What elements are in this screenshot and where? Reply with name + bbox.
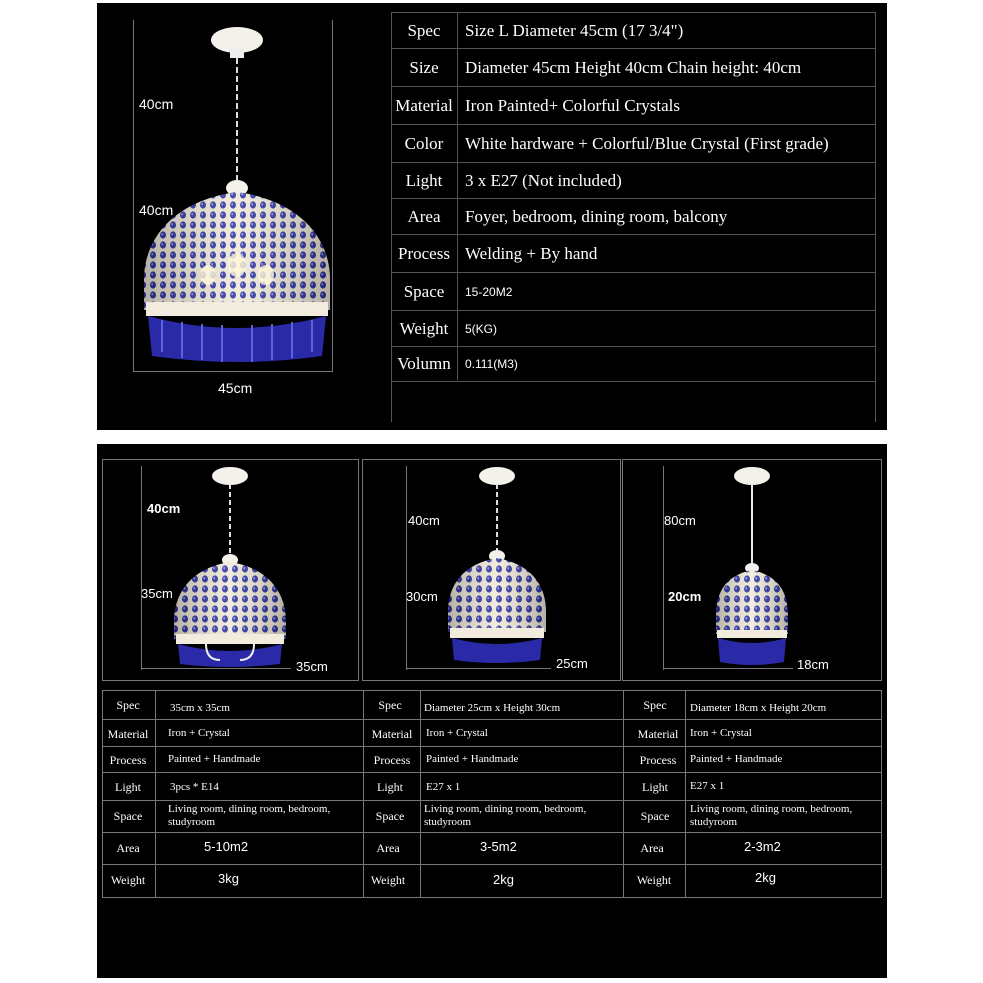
variant-spec-key: Spec bbox=[643, 698, 667, 712]
diameter-label: 25cm bbox=[556, 656, 588, 671]
table-row-divider bbox=[102, 800, 881, 801]
variant-spec-key: Space bbox=[113, 809, 143, 823]
variant-spec-value: Iron + Crystal bbox=[426, 727, 488, 739]
variant-spec-key: Area bbox=[116, 841, 140, 855]
spec-row bbox=[391, 162, 875, 199]
variant-spec-value: Painted + Handmade bbox=[690, 753, 783, 765]
variant-spec-key: Weight bbox=[636, 873, 672, 887]
variant-spec-value: 5-10m2 bbox=[204, 839, 249, 854]
variant-spec-key: Spec bbox=[116, 698, 140, 712]
spec-value: Foyer, bedroom, dining room, balcony bbox=[465, 207, 728, 226]
chandelier-image bbox=[444, 464, 550, 669]
variant-spec-key: Material bbox=[107, 727, 149, 741]
variant-spec-value: Living room, dining room, bedroom, studyroom bbox=[168, 803, 331, 828]
body-height-label: 35cm bbox=[141, 586, 173, 601]
chain-height-label: 40cm bbox=[139, 96, 174, 112]
spec-key: Light bbox=[405, 171, 443, 190]
variant-spec-key: Process bbox=[373, 753, 411, 767]
variant-spec-value: 3pcs * E14 bbox=[170, 781, 219, 793]
diameter-label: 45cm bbox=[218, 380, 253, 396]
spec-value: White hardware + Colorful/Blue Crystal (First grade) bbox=[465, 134, 829, 153]
spec-row bbox=[391, 346, 875, 382]
spec-value: Iron Painted+ Colorful Crystals bbox=[465, 96, 680, 115]
variant-spec-value: Living room, dining room, bedroom, studyroom bbox=[690, 803, 853, 828]
variant-spec-value: 2kg bbox=[493, 872, 514, 887]
chain-height-label: 80cm bbox=[664, 513, 696, 528]
spec-value: 3 x E27 (Not included) bbox=[465, 171, 622, 190]
spec-value: Welding + By hand bbox=[465, 244, 598, 263]
spec-value: 15-20M2 bbox=[465, 285, 513, 299]
variant-spec-key: Area bbox=[376, 841, 400, 855]
spec-row bbox=[391, 272, 875, 311]
spec-key: Material bbox=[395, 96, 453, 115]
spec-key: Weight bbox=[399, 319, 449, 338]
variant-spec-key: Process bbox=[639, 753, 677, 767]
table-divider bbox=[623, 691, 624, 897]
table-row-divider bbox=[102, 864, 881, 865]
spec-value: 5(KG) bbox=[465, 322, 498, 336]
table-row-divider bbox=[102, 772, 881, 773]
dimension-line-horizontal bbox=[133, 371, 333, 372]
body-height-label: 30cm bbox=[406, 589, 438, 604]
body-height-label: 20cm bbox=[668, 589, 702, 604]
table-divider bbox=[155, 691, 156, 897]
dimension-line-vertical bbox=[663, 466, 664, 670]
dimension-line-vertical bbox=[141, 466, 142, 670]
spec-row bbox=[391, 310, 875, 347]
variant-spec-value: 2-3m2 bbox=[744, 839, 781, 854]
variant-spec-value: 2kg bbox=[755, 870, 776, 885]
variant-spec-key: Space bbox=[375, 809, 405, 823]
chain-height-label: 40cm bbox=[147, 501, 181, 516]
variant-spec-key: Process bbox=[109, 753, 147, 767]
table-divider bbox=[685, 691, 686, 897]
chandelier-image bbox=[170, 464, 290, 669]
spec-key: Size bbox=[409, 58, 439, 77]
spec-value: Size L Diameter 45cm (17 3/4") bbox=[465, 21, 684, 40]
table-row-divider bbox=[102, 832, 881, 833]
variant-spec-key: Light bbox=[642, 780, 668, 794]
variant-spec-value: 35cm x 35cm bbox=[170, 702, 230, 714]
variant-spec-value: Diameter 25cm x Height 30cm bbox=[424, 702, 561, 714]
spec-key: Space bbox=[403, 282, 445, 301]
variant-spec-value: E27 x 1 bbox=[690, 780, 725, 792]
spec-key: Color bbox=[404, 134, 444, 153]
variant-spec-value: 3kg bbox=[218, 871, 239, 886]
spec-key: Spec bbox=[407, 21, 441, 40]
chandelier-image bbox=[138, 20, 334, 368]
variant-spec-value: Diameter 18cm x Height 20cm bbox=[690, 702, 827, 714]
spec-row bbox=[391, 124, 875, 163]
variant-spec-key: Weight bbox=[110, 873, 146, 887]
variant-spec-value: E27 x 1 bbox=[426, 781, 461, 793]
spec-key: Volumn bbox=[397, 354, 451, 373]
variant-spec-key: Light bbox=[115, 780, 141, 794]
diameter-label: 18cm bbox=[797, 657, 829, 672]
variant-spec-value: Iron + Crystal bbox=[690, 727, 752, 739]
variant-spec-key: Light bbox=[377, 780, 403, 794]
variant-spec-key: Material bbox=[371, 727, 413, 741]
spec-row bbox=[391, 48, 875, 87]
spec-key: Process bbox=[398, 244, 450, 263]
variants-spec-table bbox=[102, 690, 882, 898]
table-row-divider bbox=[102, 719, 881, 720]
chain-height-label: 40cm bbox=[408, 513, 440, 528]
variant-spec-key: Space bbox=[640, 809, 670, 823]
variant-spec-value: Painted + Handmade bbox=[168, 753, 261, 765]
variant-spec-value: Living room, dining room, bedroom, studyroom bbox=[424, 803, 587, 828]
diameter-label: 35cm bbox=[296, 659, 328, 674]
spec-row bbox=[391, 86, 875, 125]
body-height-label: 40cm bbox=[139, 202, 174, 218]
variant-spec-value: 3-5m2 bbox=[480, 839, 517, 854]
variant-spec-value: Iron + Crystal bbox=[168, 727, 230, 739]
spec-value: 0.111(M3) bbox=[465, 357, 518, 371]
variant-spec-key: Spec bbox=[378, 698, 402, 712]
spec-key: Area bbox=[407, 207, 441, 226]
variant-spec-value: Painted + Handmade bbox=[426, 753, 519, 765]
spec-row bbox=[391, 198, 875, 235]
spec-table-border bbox=[875, 12, 876, 422]
variant-spec-key: Area bbox=[640, 841, 664, 855]
table-row-divider bbox=[102, 746, 881, 747]
spec-row bbox=[391, 234, 875, 273]
spec-value: Diameter 45cm Height 40cm Chain height: 40cm bbox=[465, 58, 802, 77]
variant-spec-key: Weight bbox=[370, 873, 406, 887]
spec-row bbox=[391, 12, 875, 49]
table-divider bbox=[420, 691, 421, 897]
dimension-line-vertical bbox=[133, 20, 134, 372]
chandelier-image bbox=[712, 464, 792, 669]
variant-spec-key: Material bbox=[637, 727, 679, 741]
dimension-line-vertical bbox=[406, 466, 407, 670]
